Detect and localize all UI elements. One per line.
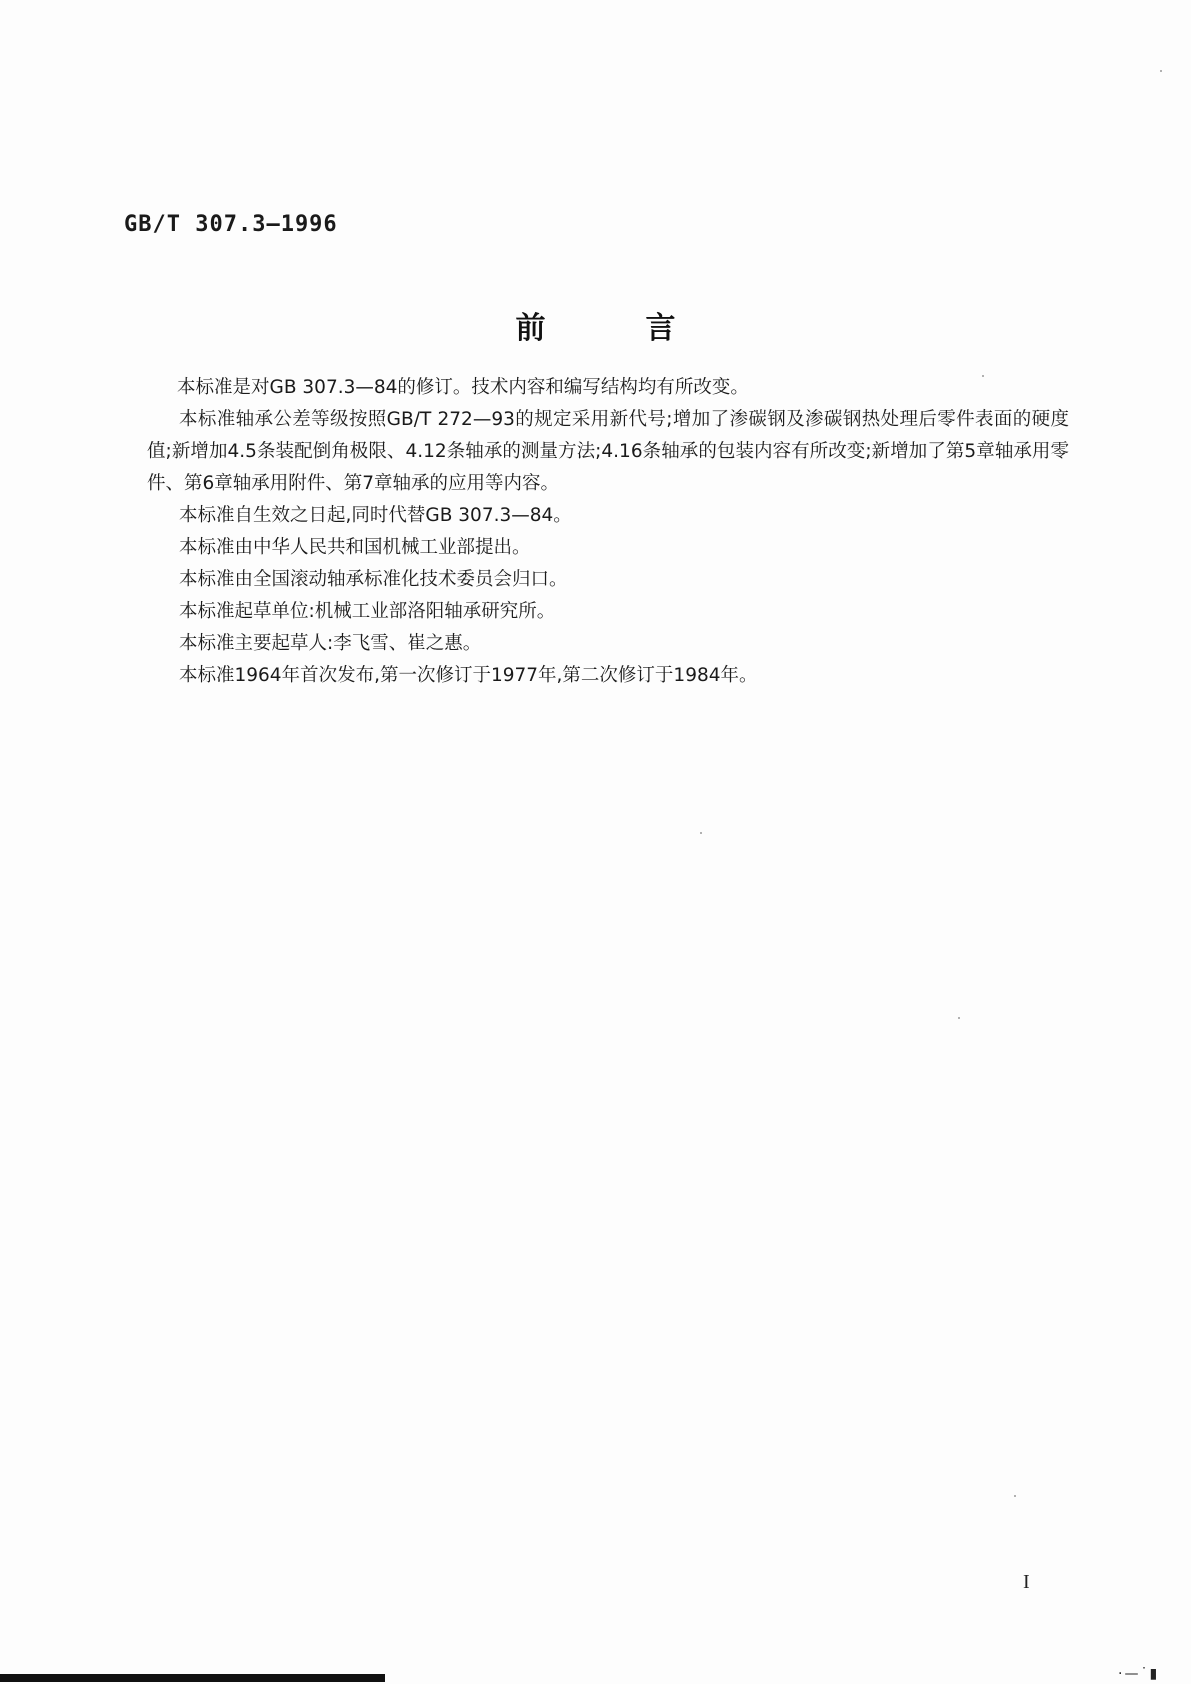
paragraph-3: 本标准自生效之日起,同时代替GB 307.3—84。 <box>179 505 572 526</box>
paragraph-5: 本标准由全国滚动轴承标准化技术委员会归口。 <box>179 569 568 590</box>
scan-speck <box>700 832 702 834</box>
scan-speck <box>1014 1495 1016 1497</box>
paragraph-4: 本标准由中华人民共和国机械工业部提出。 <box>179 537 531 558</box>
scan-speck <box>982 375 984 377</box>
foreword-body <box>147 372 1069 692</box>
paragraph-8: 本标准1964年首次发布,第一次修订于1977年,第二次修订于1984年。 <box>179 665 758 686</box>
scan-corner-mark: ·—˙▮ <box>1118 1666 1160 1682</box>
bottom-scan-bar <box>0 1674 385 1682</box>
paragraph-6: 本标准起草单位:机械工业部洛阳轴承研究所。 <box>179 601 556 622</box>
paragraph-1: 本标准是对GB 307.3—84的修订。技术内容和编写结构均有所改变。 <box>177 377 749 398</box>
scan-speck <box>958 1017 960 1019</box>
page-number: I <box>1023 1571 1030 1593</box>
page-title: 前言 <box>515 311 776 346</box>
scan-speck <box>1160 70 1162 72</box>
paragraph-2: 本标准轴承公差等级按照GB/T 272—93的规定采用新代号;增加了渗碳钢及渗碳钢热处理后零件表面的硬度值;新增加4.5条装配倒角极限、4.12条轴承的测量方法;4.16条轴承的包装内容有所改变;新增加了第5章轴承用零件、第6章轴承用附件、第7章轴承的应用等内容。 <box>147 409 1069 494</box>
paragraph-7: 本标准主要起草人:李飞雪、崔之惠。 <box>179 633 482 654</box>
standard-code: GB/T 307.3—1996 <box>124 212 338 237</box>
